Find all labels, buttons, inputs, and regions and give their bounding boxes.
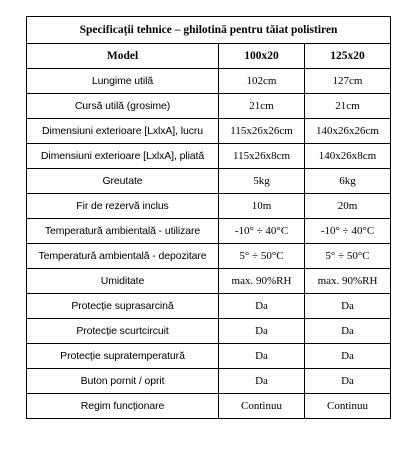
spec-value-125x20: Da — [305, 319, 391, 344]
spec-label: Temperatură ambientală - utilizare — [27, 219, 219, 244]
title-row — [27, 17, 391, 44]
table-row — [27, 69, 391, 94]
spec-value-125x20: Continuu — [305, 394, 391, 419]
spec-value-100x20: 115x26x26cm — [219, 119, 305, 144]
spec-value-125x20: 127cm — [305, 69, 391, 94]
table-row — [27, 294, 391, 319]
table-row — [27, 194, 391, 219]
spec-value-100x20: Da — [219, 344, 305, 369]
spec-label: Temperatură ambientală - depozitare — [27, 244, 219, 269]
spec-label: Dimensiuni exterioare [LxlxA], pliată — [27, 144, 219, 169]
spec-value-100x20: 21cm — [219, 94, 305, 119]
spec-label: Buton pornit / oprit — [27, 369, 219, 394]
spec-value-100x20: Da — [219, 294, 305, 319]
table-row — [27, 269, 391, 294]
spec-label: Protecție scurtcircuit — [27, 319, 219, 344]
table-title: Specificații tehnice – ghilotină pentru tăiat polistiren — [27, 17, 391, 44]
header-model-125x20: 125x20 — [305, 44, 391, 69]
table-row — [27, 394, 391, 419]
spec-label: Umiditate — [27, 269, 219, 294]
spec-value-100x20: Continuu — [219, 394, 305, 419]
table-row — [27, 319, 391, 344]
spec-value-100x20: max. 90%RH — [219, 269, 305, 294]
spec-value-100x20: 5° ÷ 50°C — [219, 244, 305, 269]
header-row — [27, 44, 391, 69]
spec-value-125x20: 140x26x8cm — [305, 144, 391, 169]
spec-label: Dimensiuni exterioare [LxlxA], lucru — [27, 119, 219, 144]
table-row — [27, 219, 391, 244]
spec-value-125x20: 21cm — [305, 94, 391, 119]
spec-value-125x20: -10° ÷ 40°C — [305, 219, 391, 244]
spec-rows — [27, 69, 391, 419]
table-row — [27, 344, 391, 369]
spec-label: Fir de rezervă inclus — [27, 194, 219, 219]
spec-value-100x20: -10° ÷ 40°C — [219, 219, 305, 244]
spec-value-125x20: 5° ÷ 50°C — [305, 244, 391, 269]
spec-value-100x20: 102cm — [219, 69, 305, 94]
table-row — [27, 119, 391, 144]
spec-value-100x20: 115x26x8cm — [219, 144, 305, 169]
spec-value-100x20: Da — [219, 369, 305, 394]
spec-value-100x20: Da — [219, 319, 305, 344]
header-model: Model — [27, 44, 219, 69]
table-row — [27, 244, 391, 269]
table-row — [27, 369, 391, 394]
spec-label: Protecție supratemperatură — [27, 344, 219, 369]
spec-label: Lungime utilă — [27, 69, 219, 94]
header-model-100x20: 100x20 — [219, 44, 305, 69]
spec-value-125x20: Da — [305, 369, 391, 394]
spec-value-125x20: 20m — [305, 194, 391, 219]
table-row — [27, 94, 391, 119]
specifications-table — [26, 16, 391, 419]
spec-value-125x20: max. 90%RH — [305, 269, 391, 294]
spec-value-100x20: 10m — [219, 194, 305, 219]
spec-label: Protecție suprasarcină — [27, 294, 219, 319]
spec-label: Regim funcționare — [27, 394, 219, 419]
spec-label: Greutate — [27, 169, 219, 194]
spec-label: Cursă utilă (grosime) — [27, 94, 219, 119]
spec-value-100x20: 5kg — [219, 169, 305, 194]
spec-value-125x20: 6kg — [305, 169, 391, 194]
spec-value-125x20: Da — [305, 344, 391, 369]
table-row — [27, 144, 391, 169]
table-row — [27, 169, 391, 194]
spec-value-125x20: 140x26x26cm — [305, 119, 391, 144]
spec-value-125x20: Da — [305, 294, 391, 319]
